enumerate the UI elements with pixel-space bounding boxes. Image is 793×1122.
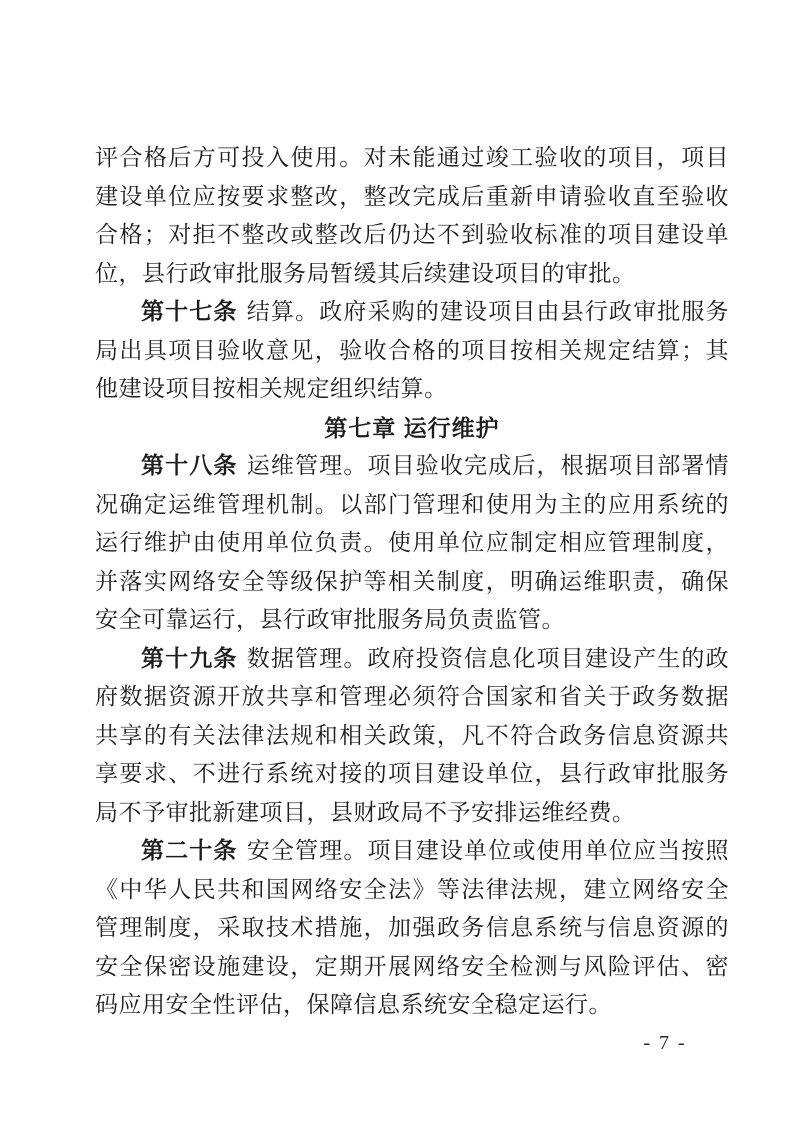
- article-17-paragraph: [95, 293, 729, 409]
- document-body: [95, 139, 729, 1025]
- article-19-paragraph: [95, 640, 729, 833]
- article-18-number: 第十八条: [141, 453, 238, 478]
- chapter-heading: 第七章 运行维护: [324, 414, 500, 441]
- article-17-number: 第十七条: [141, 299, 238, 324]
- article-19-text: 数据管理。政府投资信息化项目建设产生的政府数据资源开放共享和管理必须符合国家和省关于政务数据共享的有关法律法规和相关政策，凡不符合政务信息资源共享要求、不进行系统对接的项目建设单位，县行政审批服务局不予审批新建项目，县财政局不予安排运维经费。: [95, 645, 730, 825]
- article-20-text: 安全管理。项目建设单位或使用单位应当按照《中华人民共和国网络安全法》等法律法规，建立网络安全管理制度，采取技术措施，加强政务信息系统与信息资源的安全保密设施建设，定期开展网络安全检测与风险评估、密码应用安全性评估，保障信息系统安全稳定运行。: [95, 838, 730, 1017]
- paragraph-continuation: 评合格后方可投入使用。对未能通过竣工验收的项目，项目建设单位应按要求整改，整改完成后重新申请验收直至验收合格；对拒不整改或整改后仍达不到验收标准的项目建设单位，县行政审批服务局暂缓其后续建设项目的审批。: [95, 145, 729, 286]
- article-18-text: 运维管理。项目验收完成后，根据项目部署情况确定运维管理机制。以部门管理和使用为主的应用系统的运行维护由使用单位负责。使用单位应制定相应管理制度，并落实网络安全等级保护等相关制度，明确运维职责，确保安全可靠运行，县行政审批服务局负责监管。: [95, 453, 730, 632]
- article-19-number: 第十九条: [141, 645, 238, 671]
- article-20-paragraph: [95, 832, 729, 1025]
- page-number: - 7 -: [643, 1032, 687, 1054]
- article-20-number: 第二十条: [141, 838, 238, 863]
- article-17-text: 结算。政府采购的建设项目由县行政审批服务局出具项目验收意见，验收合格的项目按相关规定结算；其他建设项目按相关规定组织结算。: [95, 299, 730, 401]
- article-18-paragraph: [95, 447, 729, 640]
